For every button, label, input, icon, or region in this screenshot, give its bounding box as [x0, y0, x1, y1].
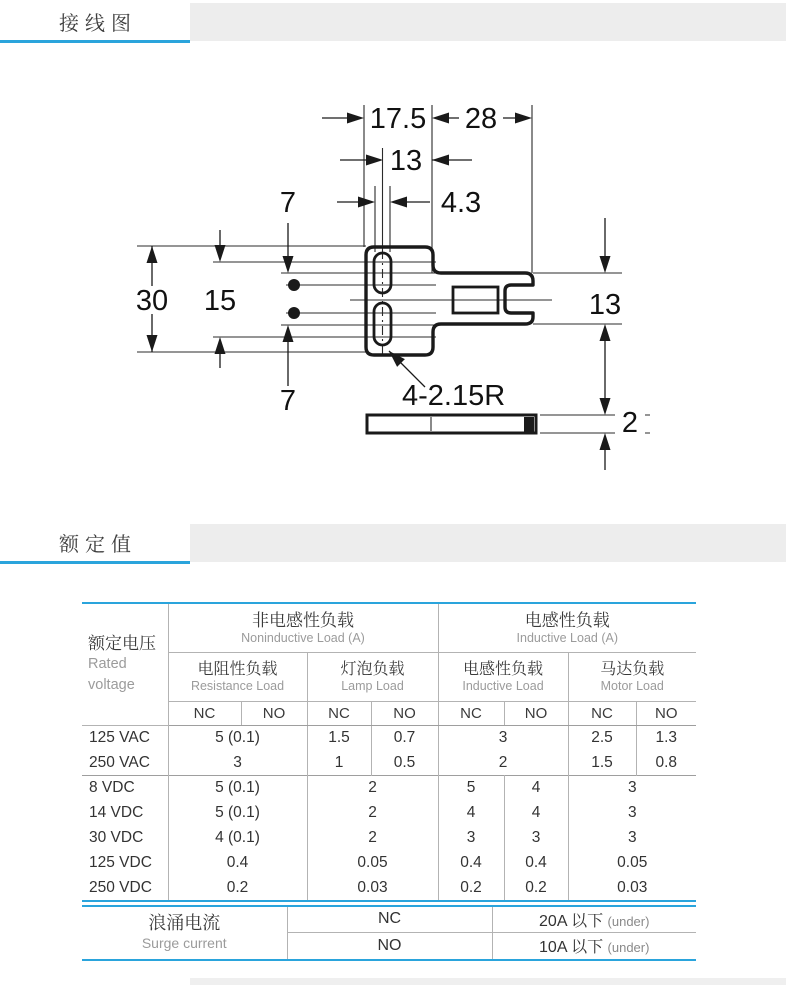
group-inductive-en: Inductive Load (A) [516, 630, 618, 645]
subgroup-motor-zh: 马达负载 [600, 660, 665, 678]
rating-value: 0.7 [371, 726, 438, 751]
subgroup-resistance [168, 653, 307, 702]
table-row [82, 851, 696, 876]
next-section-bar-partial [190, 978, 786, 985]
subgroup-lamp [307, 653, 438, 702]
rating-value: 2 [307, 826, 438, 851]
rating-value: 5 (0.1) [168, 726, 307, 751]
surge-current-zh: 浪涌电流 [148, 913, 221, 934]
surge-note-no: (under) [607, 940, 650, 956]
contact-header: NC [438, 702, 504, 726]
surge-value-nc [492, 906, 696, 933]
section-title-ratings: 额定值 [0, 523, 190, 561]
rating-value: 1.3 [655, 729, 678, 747]
rated-voltage-zh: 额定电压 [88, 633, 156, 653]
rating-value: 0.03 [617, 878, 648, 896]
subgroup-motor-en: Motor Load [600, 678, 664, 693]
voltage-row-label: 8 VDC [82, 776, 168, 801]
surge-value-no-text: 10A 以下 [539, 939, 604, 957]
rating-value: 0.03 [307, 876, 438, 901]
subgroup-resistance-en: Resistance Load [190, 678, 285, 693]
subgroup-inductive-en: Inductive Load [462, 678, 544, 693]
section-title-wiring: 接线图 [0, 2, 190, 40]
surge-value-nc-text: 20A 以下 [539, 912, 604, 930]
table-row [82, 776, 696, 801]
rating-value: 4 (0.1) [168, 826, 307, 851]
rated-voltage-header [82, 603, 168, 726]
rating-value: 0.2 [504, 876, 568, 901]
terminal-dot-1 [288, 279, 300, 291]
header-gray-bar [190, 524, 786, 562]
terminal-dot-2 [288, 307, 300, 319]
contact-header: NC [568, 702, 636, 726]
contact-header: NO [241, 702, 307, 726]
dim-2: 2 [621, 407, 639, 439]
dim-7-bottom: 7 [279, 385, 297, 417]
rating-value: 0.4 [504, 851, 568, 876]
subgroup-lamp-zh: 灯泡负载 [340, 660, 405, 678]
surge-current-table [82, 905, 696, 961]
rating-value: 5 (0.1) [168, 776, 307, 801]
dim-13-right: 13 [588, 289, 622, 321]
rated-voltage-en2: voltage [88, 677, 135, 694]
table-row [82, 726, 696, 751]
voltage-row-label: 250 VDC [82, 876, 168, 901]
ratings-section [82, 602, 698, 961]
rating-value: 1.5 [307, 726, 371, 751]
section-header-wiring [0, 2, 800, 43]
dim-7-top: 7 [279, 187, 297, 219]
contact-header: NO [371, 702, 438, 726]
subgroup-resistance-zh: 电阻性负载 [197, 660, 278, 678]
slot-radius-label: 4-2.15R [402, 380, 506, 412]
group-inductive-zh: 电感性负载 [524, 610, 610, 630]
rating-value: 0.05 [617, 854, 648, 871]
subgroup-motor [568, 653, 696, 702]
subgroup-lamp-en: Lamp Load [341, 678, 404, 693]
header-underline [0, 561, 190, 564]
ratings-table [82, 602, 696, 902]
table-row [82, 826, 696, 851]
rating-value: 3 [568, 776, 696, 801]
dim-30: 30 [135, 285, 169, 317]
surge-contact-no: NO [287, 933, 492, 960]
dim-4-3: 4.3 [440, 187, 482, 219]
subgroup-inductive-zh: 电感性负载 [462, 660, 543, 678]
part-front-view [288, 247, 533, 355]
surge-contact-nc: NC [287, 906, 492, 933]
rating-value: 3 [504, 826, 568, 851]
contact-header: NO [504, 702, 568, 726]
voltage-row-label: 125 VDC [82, 851, 168, 876]
rating-value: 3 [438, 826, 504, 851]
rating-value: 1 [307, 751, 371, 776]
table-row [82, 801, 696, 826]
header-gray-bar [190, 3, 786, 41]
rating-value: 0.8 [655, 753, 678, 771]
contact-header: NC [168, 702, 241, 726]
group-header-noninductive [168, 603, 438, 653]
voltage-row-label: 30 VDC [82, 826, 168, 851]
header-underline [0, 40, 190, 43]
voltage-row-label: 250 VAC [82, 751, 168, 776]
surge-value-no [492, 933, 696, 960]
part-side-view [367, 415, 536, 433]
rating-value: 2 [438, 751, 568, 776]
rating-value: 0.2 [168, 876, 307, 901]
rating-value: 4 [438, 801, 504, 826]
rating-value: 1.5 [568, 751, 636, 776]
surge-note-nc: (under) [607, 913, 650, 929]
rating-value: 0.5 [371, 751, 438, 776]
rating-value: 0.2 [438, 876, 504, 901]
rating-value: 0.4 [168, 851, 307, 876]
dim-15: 15 [203, 285, 237, 317]
contact-header: NC [307, 702, 371, 726]
rating-value: 4 [504, 801, 568, 826]
group-header-inductive [438, 603, 696, 653]
table-row [82, 876, 696, 901]
rating-value: 5 [438, 776, 504, 801]
rating-value: 2.5 [568, 726, 636, 751]
rating-value: 0.4 [438, 851, 504, 876]
dim-28: 28 [464, 103, 498, 135]
rating-value: 3 [168, 751, 307, 776]
rating-value: 2 [307, 776, 438, 801]
rating-value: 3 [438, 726, 568, 751]
table-row [82, 751, 696, 776]
rating-value: 4 [504, 776, 568, 801]
surge-current-en: Surge current [141, 934, 227, 951]
voltage-row-label: 14 VDC [82, 801, 168, 826]
group-noninductive-zh: 非电感性负载 [252, 610, 354, 630]
section-header-ratings [0, 523, 800, 564]
rating-value: 3 [627, 829, 637, 846]
dimension-text-backgrounds [131, 105, 645, 438]
group-noninductive-en: Noninductive Load (A) [241, 630, 365, 645]
rated-voltage-en1: Rated [88, 656, 127, 673]
dimension-arrows [147, 113, 611, 451]
rating-value: 5 (0.1) [168, 801, 307, 826]
subgroup-inductive [438, 653, 568, 702]
contact-header: NO [636, 702, 696, 726]
voltage-row-label: 125 VAC [82, 726, 168, 751]
surge-current-label [82, 906, 287, 960]
dim-13-top: 13 [389, 145, 423, 177]
rating-value: 0.05 [307, 851, 438, 876]
wiring-diagram-drawing [0, 60, 800, 520]
rating-value: 2 [307, 801, 438, 826]
rating-value: 3 [627, 804, 637, 821]
dim-17-5: 17.5 [369, 103, 427, 135]
